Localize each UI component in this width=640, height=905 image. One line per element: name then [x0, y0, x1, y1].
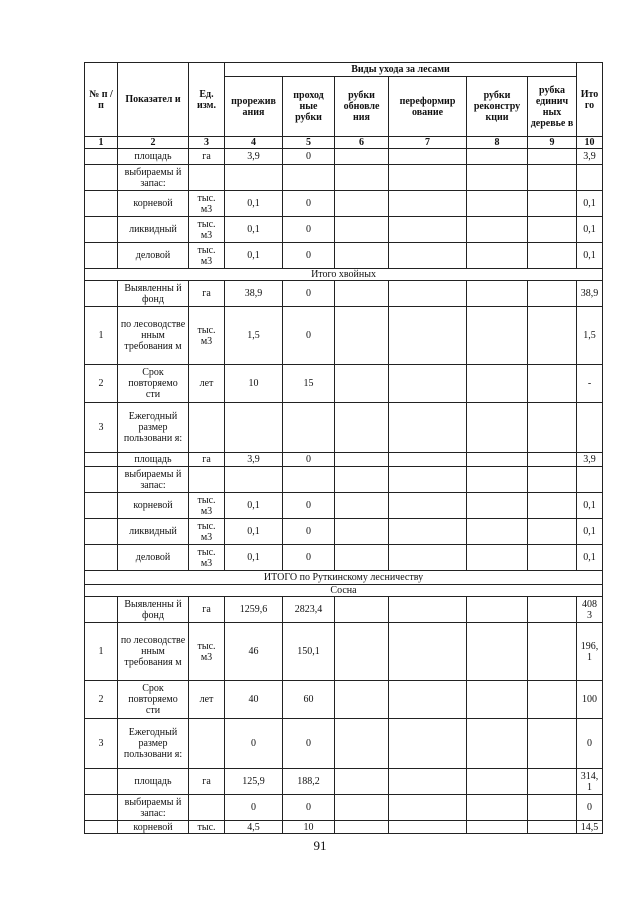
table-cell: ликвидный — [118, 519, 189, 545]
table-cell — [85, 243, 118, 269]
table-row — [85, 681, 603, 719]
table-cell: ликвидный — [118, 217, 189, 243]
table-cell: га — [189, 281, 225, 307]
table-cell — [335, 545, 389, 571]
table-cell — [467, 545, 528, 571]
table-cell — [85, 519, 118, 545]
table-cell: корневой — [118, 493, 189, 519]
table-cell: 0,1 — [225, 217, 283, 243]
table-cell — [85, 165, 118, 191]
table-cell — [85, 453, 118, 467]
table-cell: деловой — [118, 243, 189, 269]
table-cell: 0,1 — [577, 243, 603, 269]
table-cell: 0 — [283, 493, 335, 519]
table-cell — [467, 493, 528, 519]
table-cell: 1259,6 — [225, 597, 283, 623]
forest-care-table — [84, 62, 603, 834]
table-cell: тыс. м3 — [189, 623, 225, 681]
table-cell — [335, 681, 389, 719]
table-cell — [389, 453, 467, 467]
col-number: 1 — [85, 137, 118, 149]
table-cell — [335, 719, 389, 769]
table-cell — [389, 719, 467, 769]
table-cell — [85, 597, 118, 623]
table-cell: 10 — [283, 821, 335, 834]
table-cell: Выявленны й фонд — [118, 281, 189, 307]
table-cell — [335, 467, 389, 493]
table-cell: 0,1 — [225, 519, 283, 545]
table-cell — [467, 623, 528, 681]
header-col-thinning: прорежив ания — [225, 77, 283, 137]
table-cell — [528, 493, 577, 519]
table-cell — [335, 243, 389, 269]
table-cell — [467, 243, 528, 269]
table-cell — [528, 795, 577, 821]
table-row — [85, 769, 603, 795]
table-row — [85, 403, 603, 453]
table-cell: 408 3 — [577, 597, 603, 623]
table-cell: корневой — [118, 191, 189, 217]
table-cell: 3,9 — [577, 453, 603, 467]
table-cell — [389, 467, 467, 493]
table-cell — [85, 821, 118, 834]
table-cell — [283, 467, 335, 493]
table-cell — [528, 365, 577, 403]
header-row-numbers — [85, 137, 603, 149]
table-cell: 0,1 — [577, 519, 603, 545]
table-cell — [389, 281, 467, 307]
table-cell: 38,9 — [577, 281, 603, 307]
table-cell: площадь — [118, 769, 189, 795]
table-row — [85, 821, 603, 834]
table-row — [85, 191, 603, 217]
table-cell: тыс. м3 — [189, 191, 225, 217]
table-cell: 100 — [577, 681, 603, 719]
table-cell — [335, 795, 389, 821]
table-cell — [528, 191, 577, 217]
table-cell: 3,9 — [225, 149, 283, 165]
table-cell — [85, 467, 118, 493]
table-cell: 0,1 — [225, 493, 283, 519]
header-col-renewal: рубки обновле ния — [335, 77, 389, 137]
table-cell: 0 — [283, 243, 335, 269]
table-cell: 3,9 — [577, 149, 603, 165]
table-cell — [467, 719, 528, 769]
table-cell — [389, 821, 467, 834]
table-cell: 196, 1 — [577, 623, 603, 681]
table-cell — [389, 243, 467, 269]
header-row-top — [85, 63, 603, 77]
table-cell: 0,1 — [225, 243, 283, 269]
table-cell — [467, 769, 528, 795]
header-col-single-tree: рубка единич ных деревье в — [528, 77, 577, 137]
table-cell: 0 — [283, 281, 335, 307]
section-row — [85, 585, 603, 597]
table-cell: га — [189, 597, 225, 623]
table-cell: по лесоводстве нным требования м — [118, 307, 189, 365]
table-cell: 38,9 — [225, 281, 283, 307]
table-cell — [467, 821, 528, 834]
table-cell — [528, 467, 577, 493]
table-cell — [528, 217, 577, 243]
table-cell: площадь — [118, 149, 189, 165]
table-cell: 0 — [283, 217, 335, 243]
table-cell: 3 — [85, 403, 118, 453]
table-cell: тыс. м3 — [189, 217, 225, 243]
table-cell — [335, 191, 389, 217]
table-cell — [577, 165, 603, 191]
table-cell — [528, 597, 577, 623]
table-cell — [389, 597, 467, 623]
table-cell — [335, 149, 389, 165]
table-cell: 125,9 — [225, 769, 283, 795]
table-cell: тыс. м3 — [189, 519, 225, 545]
table-row — [85, 623, 603, 681]
table-cell: га — [189, 453, 225, 467]
col-number: 10 — [577, 137, 603, 149]
table-cell — [189, 467, 225, 493]
table-cell — [528, 243, 577, 269]
table-cell — [389, 545, 467, 571]
table-cell — [189, 795, 225, 821]
col-number: 9 — [528, 137, 577, 149]
table-cell — [335, 281, 389, 307]
table-cell — [389, 519, 467, 545]
table-cell: 0,1 — [225, 545, 283, 571]
table-cell: тыс. м3 — [189, 243, 225, 269]
table-cell — [225, 403, 283, 453]
table-cell: 150,1 — [283, 623, 335, 681]
table-cell — [577, 403, 603, 453]
table-cell — [335, 453, 389, 467]
table-cell — [389, 307, 467, 365]
table-cell — [335, 403, 389, 453]
col-number: 8 — [467, 137, 528, 149]
table-cell — [389, 769, 467, 795]
table-cell — [528, 149, 577, 165]
section-title: Сосна — [85, 585, 603, 597]
table-cell: 2823,4 — [283, 597, 335, 623]
table-row — [85, 467, 603, 493]
table-cell — [389, 191, 467, 217]
table-cell: 0 — [577, 795, 603, 821]
table-row — [85, 493, 603, 519]
table-cell — [528, 821, 577, 834]
table-cell: лет — [189, 365, 225, 403]
table-cell — [528, 769, 577, 795]
table-cell — [85, 545, 118, 571]
table-cell: 1 — [85, 623, 118, 681]
table-cell — [85, 217, 118, 243]
table-cell: 0 — [283, 795, 335, 821]
section-title: Итого хвойных — [85, 269, 603, 281]
table-cell — [528, 519, 577, 545]
table-cell: лет — [189, 681, 225, 719]
table-cell: по лесоводстве нным требования м — [118, 623, 189, 681]
table-cell — [389, 493, 467, 519]
table-cell — [335, 821, 389, 834]
header-col-passage: проход ные рубки — [283, 77, 335, 137]
table-cell: 0 — [283, 149, 335, 165]
table-cell — [467, 403, 528, 453]
table-cell — [528, 453, 577, 467]
table-cell: выбираемы й запас: — [118, 795, 189, 821]
header-indicator: Показател и — [118, 63, 189, 137]
table-row — [85, 165, 603, 191]
table-cell — [85, 493, 118, 519]
table-cell — [467, 365, 528, 403]
table-cell: Ежегодный размер пользовани я: — [118, 719, 189, 769]
table-cell: 0,1 — [577, 217, 603, 243]
table-cell — [577, 467, 603, 493]
table-cell — [389, 623, 467, 681]
table-cell: деловой — [118, 545, 189, 571]
table-cell: 0 — [283, 545, 335, 571]
table-cell — [189, 403, 225, 453]
table-cell: 2 — [85, 681, 118, 719]
table-cell — [335, 307, 389, 365]
table-row — [85, 519, 603, 545]
table-row — [85, 281, 603, 307]
table-cell: выбираемы й запас: — [118, 467, 189, 493]
table-cell: 3 — [85, 719, 118, 769]
table-cell — [528, 545, 577, 571]
table-cell: 60 — [283, 681, 335, 719]
table-cell: 4,5 — [225, 821, 283, 834]
table-cell: 0 — [577, 719, 603, 769]
table-row — [85, 719, 603, 769]
col-number: 6 — [335, 137, 389, 149]
table-cell — [467, 467, 528, 493]
section-row — [85, 269, 603, 281]
table-cell — [389, 165, 467, 191]
table-cell: 0,1 — [225, 191, 283, 217]
table-cell — [335, 623, 389, 681]
col-number: 2 — [118, 137, 189, 149]
table-cell — [389, 795, 467, 821]
table-cell — [335, 519, 389, 545]
table-cell: 188,2 — [283, 769, 335, 795]
table-cell — [225, 467, 283, 493]
table-cell: 0 — [225, 719, 283, 769]
table-cell — [467, 281, 528, 307]
table-cell: 3,9 — [225, 453, 283, 467]
table-cell: - — [577, 365, 603, 403]
header-col-reformation: переформир ование — [389, 77, 467, 137]
table-cell: 0 — [283, 191, 335, 217]
table-cell: 0 — [283, 453, 335, 467]
table-row — [85, 307, 603, 365]
table-cell: 15 — [283, 365, 335, 403]
table-cell — [283, 403, 335, 453]
table-cell — [467, 217, 528, 243]
table-cell: 0 — [283, 307, 335, 365]
table-cell — [528, 165, 577, 191]
table-row — [85, 217, 603, 243]
table-cell — [467, 165, 528, 191]
table-cell: 10 — [225, 365, 283, 403]
col-number: 3 — [189, 137, 225, 149]
table-cell: 314, 1 — [577, 769, 603, 795]
section-row — [85, 571, 603, 585]
table-cell — [85, 191, 118, 217]
table-cell: тыс. м3 — [189, 493, 225, 519]
table-cell: 1 — [85, 307, 118, 365]
col-number: 5 — [283, 137, 335, 149]
header-group: Виды ухода за лесами — [225, 63, 577, 77]
table-cell — [85, 281, 118, 307]
table-cell — [85, 149, 118, 165]
table-cell — [528, 719, 577, 769]
table-cell: 0,1 — [577, 191, 603, 217]
table-cell — [335, 365, 389, 403]
table-cell: тыс. — [189, 821, 225, 834]
header-total: Ито го — [577, 63, 603, 137]
table-row — [85, 365, 603, 403]
table-cell: га — [189, 769, 225, 795]
table-cell — [335, 217, 389, 243]
table-row — [85, 243, 603, 269]
header-col-reconstruction: рубки реконстру кции — [467, 77, 528, 137]
header-unit: Ед. изм. — [189, 63, 225, 137]
col-number: 7 — [389, 137, 467, 149]
table-cell: 0,1 — [577, 545, 603, 571]
table-cell: корневой — [118, 821, 189, 834]
table-cell: 0 — [283, 519, 335, 545]
table-cell: 46 — [225, 623, 283, 681]
table-cell — [528, 307, 577, 365]
table-body — [85, 63, 603, 834]
table-cell — [389, 403, 467, 453]
table-cell — [528, 281, 577, 307]
table-cell — [467, 191, 528, 217]
table-cell — [389, 365, 467, 403]
table-cell — [528, 403, 577, 453]
table-cell: Срок повторяемо сти — [118, 681, 189, 719]
table-cell: тыс. м3 — [189, 545, 225, 571]
table-cell — [335, 493, 389, 519]
table-cell — [335, 597, 389, 623]
table-row — [85, 795, 603, 821]
table-cell — [389, 149, 467, 165]
table-cell: 0 — [283, 719, 335, 769]
table-cell — [467, 681, 528, 719]
col-number: 4 — [225, 137, 283, 149]
table-cell — [467, 597, 528, 623]
table-cell — [389, 681, 467, 719]
table-cell — [335, 165, 389, 191]
table-cell: 14,5 — [577, 821, 603, 834]
table-cell — [189, 165, 225, 191]
table-row — [85, 597, 603, 623]
table-cell: площадь — [118, 453, 189, 467]
table-cell: 2 — [85, 365, 118, 403]
table-cell: 40 — [225, 681, 283, 719]
table-cell — [528, 623, 577, 681]
table-cell: выбираемы й запас: — [118, 165, 189, 191]
table-cell: 1,5 — [225, 307, 283, 365]
table-row — [85, 545, 603, 571]
section-title: ИТОГО по Руткинскому лесничеству — [85, 571, 603, 585]
table-cell — [389, 217, 467, 243]
table-cell: га — [189, 149, 225, 165]
table-cell: тыс. м3 — [189, 307, 225, 365]
table-cell: Ежегодный размер пользовани я: — [118, 403, 189, 453]
table-cell — [335, 769, 389, 795]
table-cell — [467, 795, 528, 821]
table-row — [85, 149, 603, 165]
table-row — [85, 453, 603, 467]
table-cell — [283, 165, 335, 191]
table-cell — [467, 519, 528, 545]
table-cell — [85, 795, 118, 821]
table-cell — [467, 307, 528, 365]
table-cell — [85, 769, 118, 795]
table-cell: 1,5 — [577, 307, 603, 365]
table-cell — [528, 681, 577, 719]
table-cell — [467, 149, 528, 165]
table-cell: 0,1 — [577, 493, 603, 519]
table-cell — [225, 165, 283, 191]
table-cell — [467, 453, 528, 467]
table-cell — [189, 719, 225, 769]
header-num: № п /п — [85, 63, 118, 137]
page-number: 91 — [313, 838, 327, 853]
table-cell: 0 — [225, 795, 283, 821]
table-cell: Выявленны й фонд — [118, 597, 189, 623]
table-cell: Срок повторяемо сти — [118, 365, 189, 403]
